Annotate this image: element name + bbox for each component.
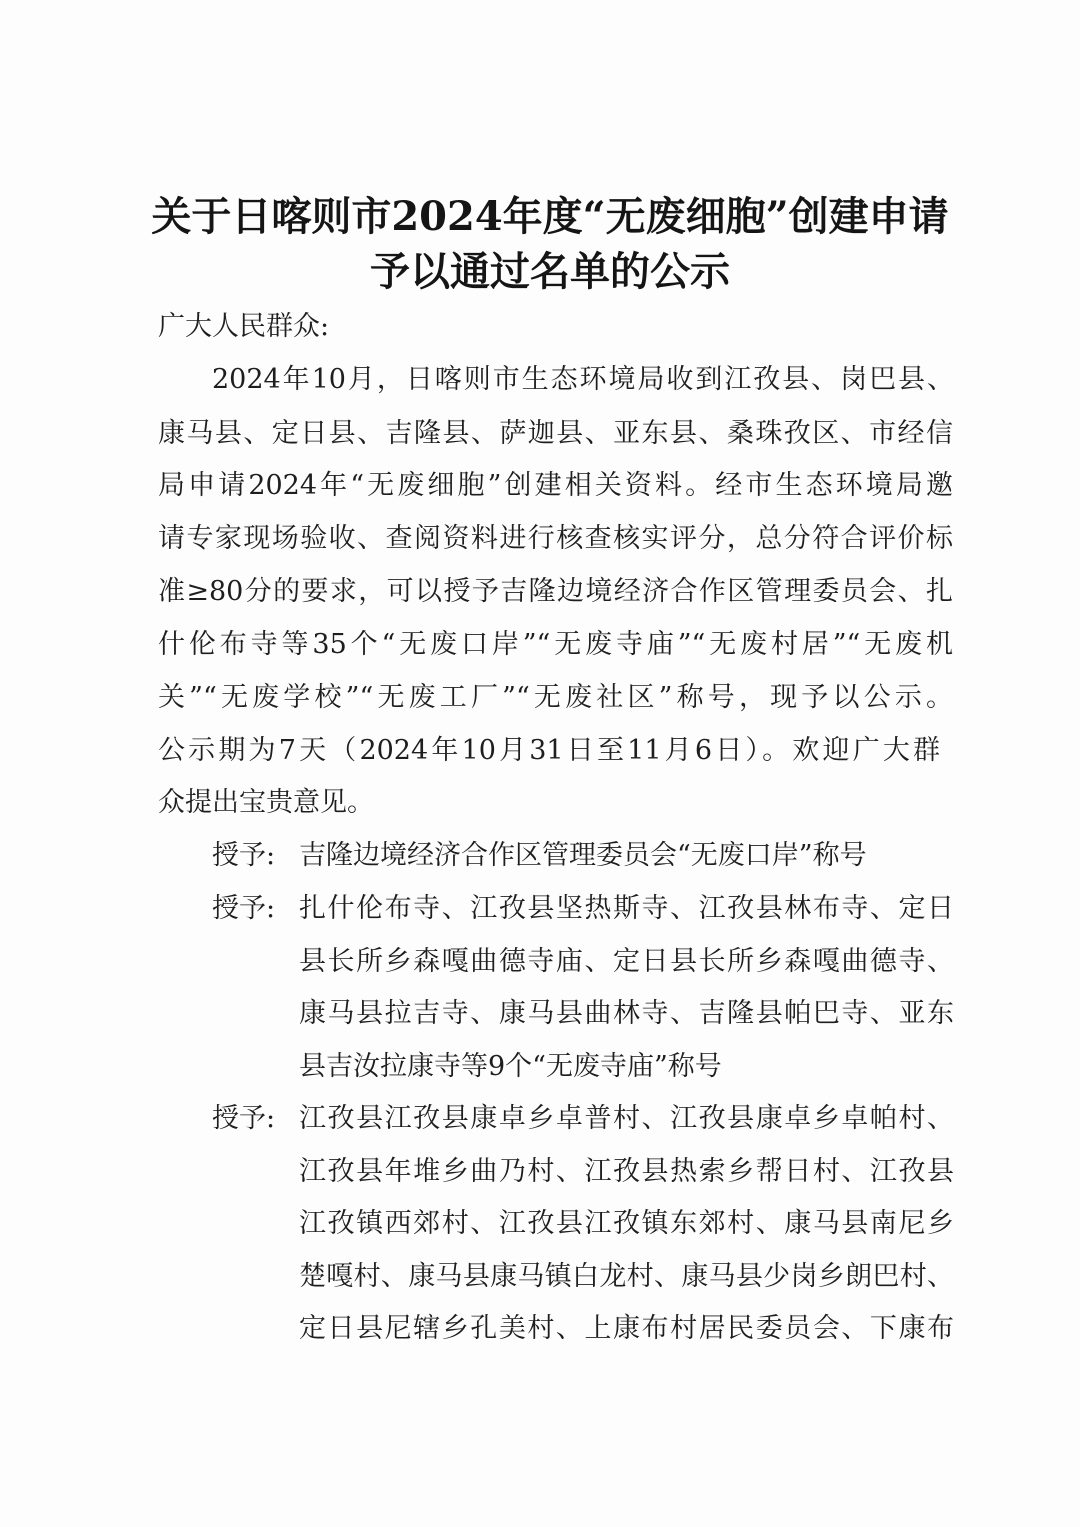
body-line: 2024年10月，日喀则市生态环境局收到江孜县、岗巴县、 [212,364,954,395]
grant-line: 定日县尼辖乡孔美村、上康布村居民委员会、下康布 [299,1313,954,1344]
body-line: 康马县、定日县、吉隆县、萨迦县、亚东县、桑珠孜区、市经信 [158,418,953,449]
body-line: 众提出宝贵意见。 [158,787,374,818]
body-line: 局申请2024年“无废细胞”创建相关资料。经市生态环境局邀 [158,470,953,501]
grant-line: 江孜县年堆乡曲乃村、江孜县热索乡帮日村、江孜县 [299,1156,954,1187]
grant-label: 授予: [212,893,276,924]
grant-label: 授予: [212,840,276,871]
grant-line: 康马县拉吉寺、康马县曲林寺、吉隆县帕巴寺、亚东 [299,998,954,1029]
body-line: 关”“无废学校”“无废工厂”“无废社区”称号，现予以公示。 [158,682,953,713]
body-line: 什伦布寺等35个“无废口岸”“无废寺庙”“无废村居”“无废机 [158,629,953,660]
grant-line: 县长所乡森嘎曲德寺庙、定日县长所乡森嘎曲德寺、 [299,946,954,977]
grant-line: 江孜县江孜县康卓乡卓普村、江孜县康卓乡卓帕村、 [299,1103,954,1134]
document-title-line-2: 予以通过名单的公示 [370,248,730,295]
body-line: 公示期为7天（2024年10月31日至11月6日）。欢迎广大群 [158,735,940,766]
grant-line: 江孜镇西郊村、江孜县江孜镇东郊村、康马县南尼乡 [299,1208,954,1239]
document-title-line-1: 关于日喀则市2024年度“无废细胞”创建申请 [151,193,949,240]
grant-line: 楚嘎村、康马县康马镇白龙村、康马县少岗乡朗巴村、 [299,1261,954,1292]
grant-line: 吉隆边境经济合作区管理委员会“无废口岸”称号 [299,840,867,871]
salutation: 广大人民群众: [158,311,330,342]
body-line: 请专家现场验收、查阅资料进行核查核实评分，总分符合评价标 [158,523,953,554]
body-line: 准≥80分的要求，可以授予吉隆边境经济合作区管理委员会、扎 [158,576,953,607]
grant-label: 授予: [212,1103,276,1134]
grant-line: 扎什伦布寺、江孜县坚热斯寺、江孜县林布寺、定日 [299,893,954,924]
grant-line: 县吉汝拉康寺等9个“无废寺庙”称号 [299,1051,722,1082]
